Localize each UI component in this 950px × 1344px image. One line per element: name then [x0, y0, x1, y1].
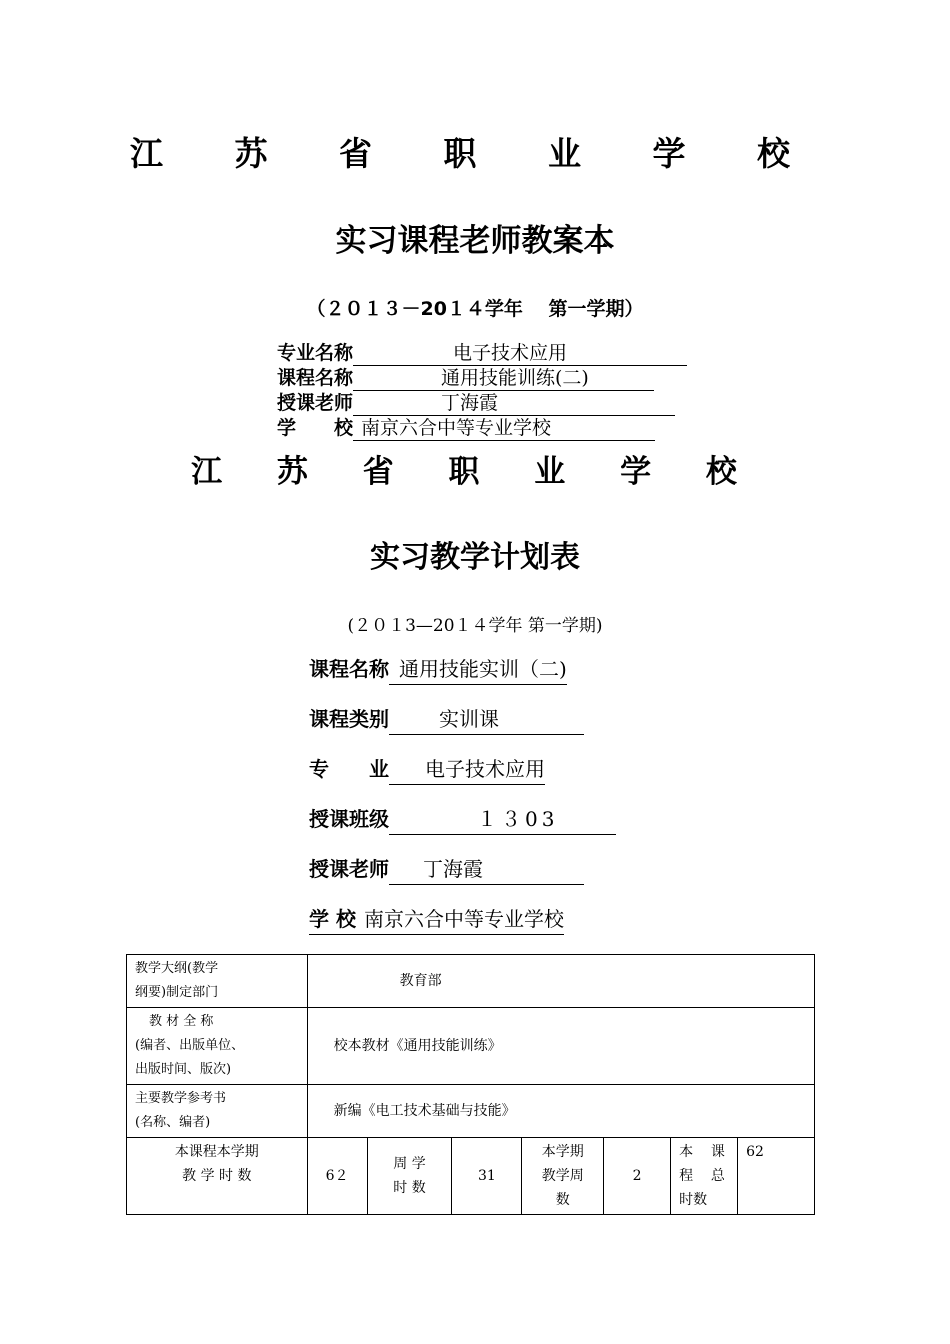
label-line: 教 学 时 数 — [182, 1168, 252, 1184]
plan-field-category — [309, 704, 584, 735]
field-value: 通用技能实训（二) — [389, 654, 567, 685]
weekly-hours-value: 31 — [452, 1138, 522, 1215]
label-line: (名称、编者) — [135, 1115, 211, 1130]
label-line: 时 数 — [393, 1180, 426, 1196]
plan-field-school — [309, 904, 564, 935]
plan-field-teacher — [309, 854, 584, 885]
cover-term: （２０１３－20１４学年 第一学期） — [306, 298, 644, 320]
cover-field-course — [277, 366, 654, 391]
reference-book-value: 新编《电工技术基础与技能》 — [307, 1085, 814, 1138]
label-line: 周 学 — [393, 1156, 426, 1172]
syllabus-dept-value: 教育部 — [307, 955, 814, 1008]
label-line: 本课程本学期 — [174, 1144, 259, 1160]
plan-subtitle: 实习教学计划表 — [370, 540, 580, 575]
field-value: 电子技术应用 — [353, 341, 687, 366]
label-line: 程 总 — [679, 1168, 725, 1184]
field-label: 课程类别 — [309, 707, 389, 731]
semester-hours-label — [127, 1138, 308, 1215]
field-label: 课程名称 — [277, 367, 354, 389]
weekly-hours-label — [367, 1138, 452, 1215]
semester-hours-value: 6２ — [307, 1138, 367, 1215]
cover-school-title: 江 苏 省 职 业 学 校 — [130, 134, 820, 173]
label-line: 本 课 — [679, 1144, 725, 1160]
field-label: 授课老师 — [277, 392, 354, 414]
textbook-value: 校本教材《通用技能训练》 — [307, 1008, 814, 1085]
label-line: 数 — [555, 1192, 570, 1208]
plan-term: (２０１3—20１４学年 第一学期) — [347, 616, 603, 636]
cover-subtitle: 实习课程老师教案本 — [335, 223, 615, 259]
cover-field-major — [277, 341, 687, 366]
plan-school-title: 江 苏 省 职 业 学 校 — [191, 454, 759, 490]
field-label: 课程名称 — [309, 657, 389, 681]
field-value: 丁海霞 — [353, 391, 675, 416]
field-value: 实训课 — [389, 704, 584, 735]
label-line: 本学期 — [541, 1144, 584, 1160]
table-row — [127, 955, 815, 1008]
field-label: 授课老师 — [309, 857, 389, 881]
label-line: 教学周 — [541, 1168, 584, 1184]
field-label: 学 校 — [309, 904, 364, 935]
label-line: 主要教学参考书 — [135, 1091, 227, 1106]
cover-field-school — [277, 416, 655, 441]
table-row — [127, 1138, 815, 1215]
label-line: 教学大纲(教学 — [135, 961, 219, 976]
label-line: 教 材 全 称 — [149, 1014, 214, 1029]
label-line: 时数 — [679, 1192, 708, 1208]
total-hours-label — [671, 1138, 738, 1215]
table-row — [127, 1085, 815, 1138]
field-value: 通用技能训练(二) — [353, 366, 654, 391]
syllabus-dept-label — [127, 955, 308, 1008]
textbook-label — [127, 1008, 308, 1085]
plan-field-course — [309, 654, 567, 685]
field-label: 专 业 — [309, 757, 389, 781]
teaching-weeks-label — [522, 1138, 604, 1215]
field-value: 南京六合中等专业学校 — [364, 904, 564, 935]
teaching-plan-table — [126, 954, 815, 1215]
field-value: 丁海霞 — [389, 854, 584, 885]
label-line: 纲要)制定部门 — [135, 985, 219, 1000]
teaching-weeks-value: 2 — [604, 1138, 671, 1215]
cover-field-teacher — [277, 391, 675, 416]
label-line: 出版时间、版次) — [135, 1062, 232, 1077]
field-label: 专业名称 — [277, 342, 354, 364]
reference-book-label — [127, 1085, 308, 1138]
total-hours-value: 62 — [738, 1138, 815, 1215]
field-value: １３03 — [389, 804, 616, 835]
field-label: 学 校 — [277, 417, 354, 439]
plan-field-major — [309, 754, 545, 785]
table-row — [127, 1008, 815, 1085]
field-value: 南京六合中等专业学校 — [353, 416, 655, 441]
field-value: 电子技术应用 — [389, 754, 545, 785]
plan-field-class — [309, 804, 616, 835]
field-label: 授课班级 — [309, 807, 389, 831]
label-line: (编者、出版单位、 — [135, 1038, 245, 1053]
